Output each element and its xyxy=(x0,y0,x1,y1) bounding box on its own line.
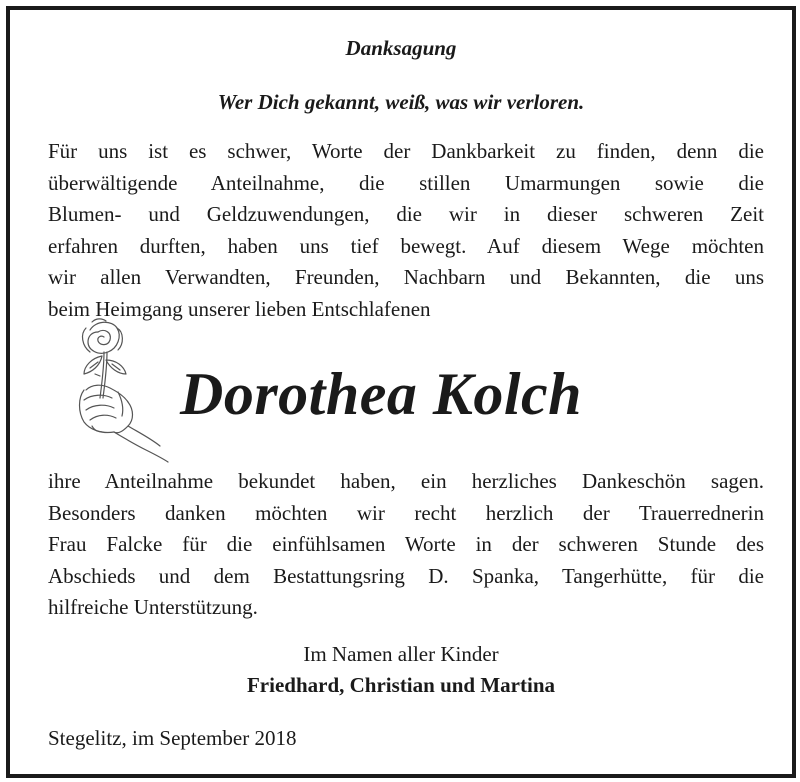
notice-title: Danksagung xyxy=(345,36,457,60)
notice-frame xyxy=(6,6,796,778)
text-line: wir allen Verwandten, Freunden, Nachbarn und Bekannten, die uns xyxy=(48,265,764,290)
place-date: Stegelitz, im September 2018 xyxy=(48,726,297,750)
text-line: Abschieds und dem Bestattungsring D. Spanka, Tangerhütte, für die xyxy=(48,563,764,588)
text-line: Besonders danken möchten wir recht herzlich der Trauerrednerin xyxy=(48,500,764,525)
text-line: Für uns ist es schwer, Worte der Dankbarkeit zu finden, denn die xyxy=(48,139,764,163)
text-line: Frau Falcke für die einfühlsamen Worte in der schweren Stunde des xyxy=(48,532,764,557)
paragraph-1 xyxy=(48,136,764,326)
text-line: Blumen- und Geldzuwendungen, die wir in dieser schweren Zeit xyxy=(48,202,764,227)
notice-motto: Wer Dich gekannt, weiß, was wir verloren. xyxy=(217,90,585,114)
text-line: ihre Anteilnahme bekundet haben, ein herzliches Dankeschön sagen. xyxy=(48,469,764,493)
text-line: überwältigende Anteilnahme, die stillen Umarmungen sowie die xyxy=(48,170,764,195)
closing-line: Im Namen aller Kinder xyxy=(303,642,499,666)
hand-holding-rose-drawing xyxy=(62,316,172,464)
text-line: beim Heimgang unserer lieben Entschlafenen xyxy=(48,296,431,321)
signers: Friedhard, Christian und Martina xyxy=(246,673,556,697)
text-line: hilfreiche Unterstützung. xyxy=(48,595,258,620)
paragraph-2 xyxy=(48,466,764,624)
deceased-name: Dorothea Kolch xyxy=(180,361,583,427)
text-line: erfahren durften, haben uns tief bewegt. Auf diesem Wege möchten xyxy=(48,233,764,258)
